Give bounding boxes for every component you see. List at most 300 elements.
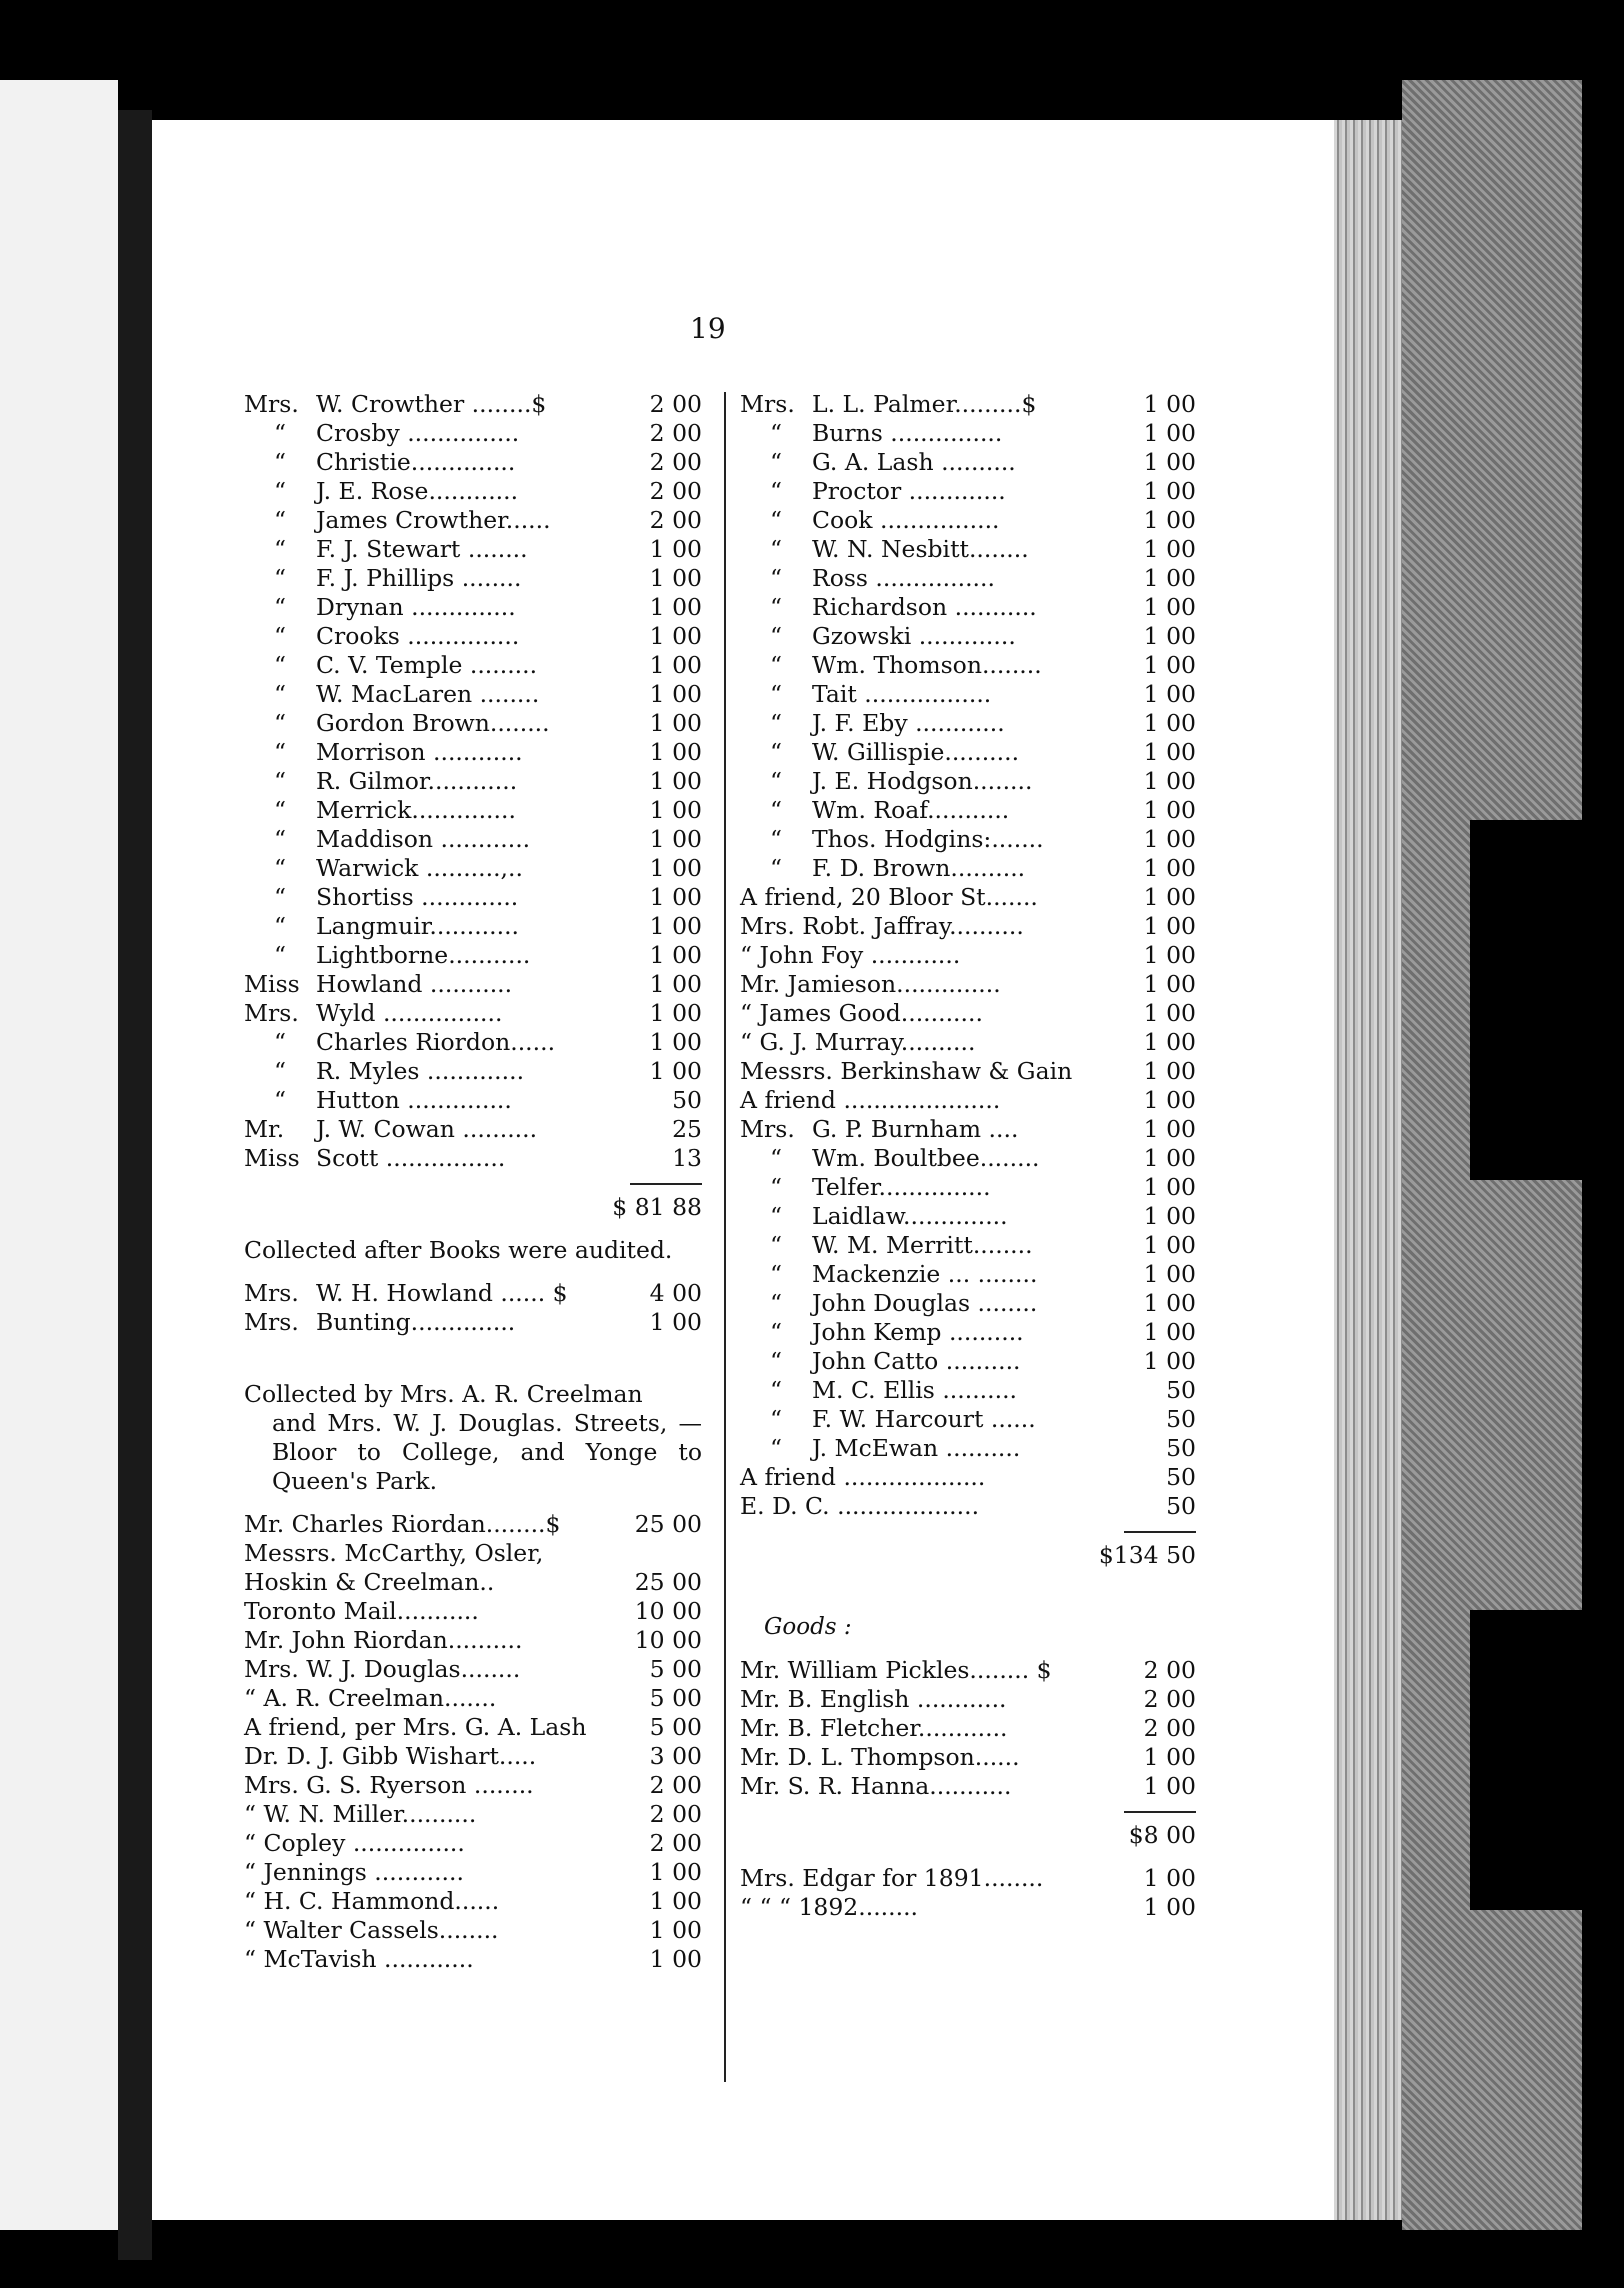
donor-row	[740, 564, 1196, 593]
donor-name: F. J. Phillips ........	[316, 564, 522, 592]
donor-title: “	[769, 535, 782, 563]
donor-name: “ Jennings ............	[244, 1858, 464, 1886]
donor-row	[740, 1028, 1196, 1057]
donation-amount: 25 00	[631, 1510, 702, 1539]
donation-amount: 1 00	[1140, 1864, 1196, 1893]
donor-title: “	[769, 419, 782, 447]
donor-name: Mrs. Robt. Jaffray..........	[740, 912, 1024, 940]
donor-row	[244, 1057, 702, 1086]
donor-title: “	[273, 854, 286, 882]
donor-title: “	[769, 622, 782, 650]
donation-amount: 1 00	[1140, 448, 1196, 477]
donor-row	[740, 680, 1196, 709]
subtotal	[740, 1541, 1196, 1570]
donation-amount: 2 00	[646, 1800, 702, 1829]
donor-row	[244, 709, 702, 738]
donor-name: A friend, per Mrs. G. A. Lash	[244, 1713, 587, 1741]
donor-row	[740, 1772, 1196, 1801]
page-edges	[1334, 120, 1402, 2220]
donor-name: Richardson ...........	[812, 593, 1037, 621]
donor-name: Ross ................	[812, 564, 995, 592]
donor-title: “	[769, 796, 782, 824]
donor-row	[740, 535, 1196, 564]
donation-amount: 1 00	[1140, 593, 1196, 622]
donor-name: John Douglas ........	[812, 1289, 1038, 1317]
donor-title: “	[769, 1231, 782, 1259]
donor-row	[244, 1510, 702, 1539]
donor-name: Mr. B. English ............	[740, 1685, 1007, 1713]
donor-name: Laidlaw..............	[812, 1202, 1008, 1230]
donor-row	[244, 390, 702, 419]
donor-title: “	[769, 1173, 782, 1201]
donation-amount: 1 00	[646, 1057, 702, 1086]
donor-name: F. W. Harcourt ......	[812, 1405, 1036, 1433]
donor-title: “	[769, 1260, 782, 1288]
donor-name: Cook ................	[812, 506, 1000, 534]
donor-title: “	[769, 680, 782, 708]
donor-name: Gzowski .............	[812, 622, 1016, 650]
donor-list	[740, 1115, 1196, 1463]
donor-name: W. Gillispie..........	[812, 738, 1020, 766]
donor-name: W. H. Howland ...... $	[316, 1279, 568, 1307]
donation-amount: 1 00	[1140, 1347, 1196, 1376]
donor-title: “	[273, 622, 286, 650]
goods-heading: Goods :	[764, 1614, 852, 1640]
donor-row	[244, 1144, 702, 1173]
donor-name: Mr. Charles Riordan........$	[244, 1510, 561, 1538]
donor-row	[244, 912, 702, 941]
donor-row	[244, 593, 702, 622]
donor-title: “	[769, 1202, 782, 1230]
donor-row	[244, 1742, 702, 1771]
donor-name: A friend, 20 Bloor St.......	[740, 883, 1038, 911]
donation-amount: 1 00	[646, 680, 702, 709]
donor-name: Wm. Thomson........	[812, 651, 1042, 679]
donor-row	[244, 680, 702, 709]
donation-amount: 1 00	[646, 593, 702, 622]
donation-amount: 1 00	[1140, 622, 1196, 651]
donation-amount: 10 00	[631, 1626, 702, 1655]
donor-row	[244, 1086, 702, 1115]
donation-amount: 1 00	[646, 941, 702, 970]
donation-amount: 50	[1162, 1376, 1196, 1405]
donor-name: Mackenzie ... ........	[812, 1260, 1038, 1288]
donation-amount: 1 00	[1140, 738, 1196, 767]
donor-name: R. Myles .............	[316, 1057, 525, 1085]
donor-name: Dr. D. J. Gibb Wishart.....	[244, 1742, 537, 1770]
donation-amount: 1 00	[1140, 1772, 1196, 1801]
donor-row	[244, 796, 702, 825]
donor-name: Maddison ............	[316, 825, 531, 853]
donor-row	[740, 1743, 1196, 1772]
donor-row	[244, 883, 702, 912]
donor-title: “	[273, 738, 286, 766]
total-rule	[740, 1801, 1196, 1821]
donation-amount: 1 00	[646, 738, 702, 767]
donor-name: Mr. D. L. Thompson......	[740, 1743, 1020, 1771]
donor-name: W. M. Merritt........	[812, 1231, 1033, 1259]
donor-name: J. E. Rose............	[316, 477, 519, 505]
donation-amount: 1 00	[1140, 941, 1196, 970]
donor-name: J. E. Hodgson........	[812, 767, 1033, 795]
donor-name: “ H. C. Hammond......	[244, 1887, 500, 1915]
donor-name: Bunting..............	[316, 1308, 516, 1336]
donor-row	[244, 1308, 702, 1337]
donor-list	[244, 1510, 702, 1974]
donor-title: “	[769, 1376, 782, 1404]
donor-row	[740, 1260, 1196, 1289]
donor-title: “	[273, 941, 286, 969]
donor-row	[244, 1028, 702, 1057]
donor-row	[740, 1057, 1196, 1086]
donor-title: “	[769, 709, 782, 737]
donor-name: John Kemp ..........	[812, 1318, 1024, 1346]
donor-row	[244, 622, 702, 651]
donor-row	[244, 506, 702, 535]
donor-row	[740, 912, 1196, 941]
donor-row	[244, 1800, 702, 1829]
donor-name: “ G. J. Murray..........	[740, 1028, 976, 1056]
donor-list	[740, 1463, 1196, 1521]
donor-title: “	[273, 1057, 286, 1085]
donation-amount: 1 00	[646, 622, 702, 651]
donor-row	[740, 999, 1196, 1028]
donor-name: Shortiss .............	[316, 883, 519, 911]
donor-row	[244, 970, 702, 999]
donor-name: Charles Riordon......	[316, 1028, 556, 1056]
donor-row	[740, 1173, 1196, 1202]
donor-row	[244, 1568, 702, 1597]
donor-name: Scott ................	[316, 1144, 506, 1172]
donation-amount: 1 00	[1140, 883, 1196, 912]
total-amount: $ 81 88	[612, 1193, 702, 1221]
donor-row	[740, 709, 1196, 738]
donor-title: Mrs.	[244, 390, 299, 418]
donor-title: “	[273, 680, 286, 708]
donor-title: Mrs.	[244, 1308, 299, 1336]
donation-amount: 1 00	[1140, 419, 1196, 448]
donor-title: “	[273, 1028, 286, 1056]
donor-row	[244, 1713, 702, 1742]
donor-title: “	[273, 564, 286, 592]
donor-name: M. C. Ellis ..........	[812, 1376, 1018, 1404]
donor-name: James Crowther......	[316, 506, 551, 534]
donor-name: Crosby ...............	[316, 419, 520, 447]
donor-row	[740, 448, 1196, 477]
donor-name: “ Walter Cassels........	[244, 1916, 499, 1944]
donation-amount: 1 00	[646, 970, 702, 999]
donor-title: “	[273, 709, 286, 737]
left-column	[244, 390, 702, 1974]
donor-row	[740, 1714, 1196, 1743]
donation-amount: 50	[1162, 1463, 1196, 1492]
donor-title: “	[273, 767, 286, 795]
donation-amount: 1 00	[646, 564, 702, 593]
donation-amount: 1 00	[1140, 854, 1196, 883]
donor-title: “	[769, 1289, 782, 1317]
donation-amount: 2 00	[646, 390, 702, 419]
donation-amount: 4 00	[646, 1279, 702, 1308]
donor-name: Christie..............	[316, 448, 516, 476]
donation-amount: 1 00	[1140, 796, 1196, 825]
donor-title: “	[273, 883, 286, 911]
donor-title: “	[769, 738, 782, 766]
donation-amount: 2 00	[646, 1771, 702, 1800]
collection-note	[244, 1380, 702, 1496]
donor-row	[740, 854, 1196, 883]
page-number: 19	[690, 312, 726, 345]
right-column	[740, 390, 1196, 1922]
donor-title: Mrs.	[244, 1279, 299, 1307]
donor-title: “	[769, 651, 782, 679]
donor-title: “	[769, 767, 782, 795]
donor-title: “	[769, 1405, 782, 1433]
donor-row	[244, 535, 702, 564]
donation-amount: 1 00	[646, 825, 702, 854]
donor-name: Hoskin & Creelman..	[244, 1568, 495, 1596]
donor-row	[740, 1685, 1196, 1714]
donor-name: “ Copley ...............	[244, 1829, 465, 1857]
donor-row	[740, 1347, 1196, 1376]
donor-row	[244, 651, 702, 680]
donation-amount: 2 00	[1140, 1656, 1196, 1685]
donor-row	[244, 1597, 702, 1626]
donor-name: “ McTavish ............	[244, 1945, 474, 1973]
donor-row	[740, 825, 1196, 854]
donor-row	[740, 390, 1196, 419]
donation-amount: 1 00	[1140, 1202, 1196, 1231]
donor-title: “	[769, 1434, 782, 1462]
donor-name: F. D. Brown..........	[812, 854, 1026, 882]
donor-name: John Catto ..........	[812, 1347, 1021, 1375]
donation-amount: 2 00	[646, 477, 702, 506]
donor-name: Messrs. Berkinshaw & Gain	[740, 1057, 1073, 1085]
donor-title: “	[273, 825, 286, 853]
donor-row	[244, 1887, 702, 1916]
book-spine	[118, 110, 152, 2260]
donor-row	[740, 1376, 1196, 1405]
donor-row	[244, 999, 702, 1028]
donor-title: “	[769, 564, 782, 592]
goods-list	[740, 1656, 1196, 1801]
donation-amount: 1 00	[1140, 564, 1196, 593]
donation-amount: 50	[1162, 1405, 1196, 1434]
donation-amount: 1 00	[1140, 825, 1196, 854]
donor-name: J. W. Cowan ..........	[316, 1115, 538, 1143]
donation-amount: 50	[1162, 1492, 1196, 1521]
donation-amount: 2 00	[1140, 1714, 1196, 1743]
donation-amount: 1 00	[1140, 1144, 1196, 1173]
donor-title: “	[273, 1086, 286, 1114]
donation-amount: 50	[1162, 1434, 1196, 1463]
donor-name: Warwick ..........,..	[316, 854, 523, 882]
donation-amount: 1 00	[1140, 1893, 1196, 1922]
donor-row	[244, 1684, 702, 1713]
donor-title: “	[769, 477, 782, 505]
donor-name: Mr. John Riordan..........	[244, 1626, 523, 1654]
donor-name: A friend .....................	[740, 1086, 1001, 1114]
donor-name: A friend ...................	[740, 1463, 986, 1491]
donation-amount: 1 00	[1140, 709, 1196, 738]
donor-name: G. P. Burnham ....	[812, 1115, 1019, 1143]
donation-amount: 1 00	[1140, 1028, 1196, 1057]
donor-title: “	[273, 796, 286, 824]
donor-name: L. L. Palmer.........$	[812, 390, 1037, 418]
donor-row	[740, 1202, 1196, 1231]
donor-name: J. F. Eby ............	[812, 709, 1005, 737]
donor-title: “	[769, 593, 782, 621]
cover-shadow-top	[1470, 820, 1582, 1180]
donor-row	[244, 1858, 702, 1887]
donor-name: C. V. Temple .........	[316, 651, 538, 679]
donor-row	[244, 419, 702, 448]
donor-row	[740, 622, 1196, 651]
donor-list	[740, 883, 1196, 1115]
donation-amount: 1 00	[646, 767, 702, 796]
donor-row	[244, 767, 702, 796]
donor-list	[740, 1864, 1196, 1922]
left-page-edge	[0, 80, 118, 2230]
donation-amount: 1 00	[1140, 1289, 1196, 1318]
donor-name: Crooks ...............	[316, 622, 520, 650]
donor-name: Messrs. McCarthy, Osler,	[244, 1539, 544, 1567]
donor-name: G. A. Lash ..........	[812, 448, 1016, 476]
donor-name: Wm. Boultbee........	[812, 1144, 1040, 1172]
donation-amount: 1 00	[646, 883, 702, 912]
donor-name: “ W. N. Miller..........	[244, 1800, 477, 1828]
donation-amount: 1 00	[646, 1308, 702, 1337]
donor-row	[244, 1655, 702, 1684]
donor-name: Merrick..............	[316, 796, 516, 824]
donor-name: Burns ...............	[812, 419, 1003, 447]
donor-title: “	[769, 448, 782, 476]
donor-row	[244, 1539, 702, 1568]
donation-amount: 1 00	[1140, 999, 1196, 1028]
donor-title: “	[769, 1347, 782, 1375]
donation-amount: 1 00	[1140, 1057, 1196, 1086]
donor-title: “	[769, 1144, 782, 1172]
donor-row	[740, 1086, 1196, 1115]
donor-row	[740, 1463, 1196, 1492]
donor-list	[740, 390, 1196, 883]
donor-row	[740, 1318, 1196, 1347]
donor-row	[740, 477, 1196, 506]
donor-row	[740, 1144, 1196, 1173]
donor-name: “ “ “ 1892........	[740, 1893, 919, 1921]
donation-amount: 1 00	[1140, 767, 1196, 796]
donation-amount: 1 00	[646, 1858, 702, 1887]
donation-amount: 2 00	[646, 448, 702, 477]
donor-name: “ John Foy ............	[740, 941, 961, 969]
donation-amount: 1 00	[1140, 1260, 1196, 1289]
cover-shadow-bottom	[1470, 1610, 1582, 1910]
donor-title: Miss	[244, 1144, 300, 1172]
donor-row	[244, 1279, 702, 1308]
donation-amount: 1 00	[646, 535, 702, 564]
donor-title: “	[273, 419, 286, 447]
donor-row	[740, 738, 1196, 767]
donation-amount: 25	[668, 1115, 702, 1144]
donor-name: Drynan ..............	[316, 593, 516, 621]
donation-amount: 1 00	[646, 651, 702, 680]
donor-title: “	[273, 651, 286, 679]
donor-row	[740, 1289, 1196, 1318]
donation-amount: 1 00	[1140, 1086, 1196, 1115]
donor-name: F. J. Stewart ........	[316, 535, 528, 563]
donor-name: “ James Good...........	[740, 999, 983, 1027]
donor-name: “ A. R. Creelman.......	[244, 1684, 497, 1712]
donor-row	[740, 419, 1196, 448]
donor-name: Thos. Hodgins:.......	[812, 825, 1044, 853]
donor-row	[244, 1771, 702, 1800]
donation-amount: 1 00	[646, 999, 702, 1028]
donor-row	[244, 1829, 702, 1858]
donation-amount: 1 00	[1140, 1318, 1196, 1347]
donation-amount: 25 00	[631, 1568, 702, 1597]
donation-amount: 1 00	[1140, 390, 1196, 419]
donor-title: “	[273, 535, 286, 563]
donor-row	[740, 796, 1196, 825]
donor-row	[740, 593, 1196, 622]
donor-title: “	[273, 448, 286, 476]
donor-row	[740, 1656, 1196, 1685]
donor-name: J. McEwan ..........	[812, 1434, 1021, 1462]
donor-name: Morrison ............	[316, 738, 523, 766]
donor-row	[740, 1231, 1196, 1260]
total-amount: $134 50	[1098, 1541, 1196, 1569]
donation-amount: 1 00	[1140, 477, 1196, 506]
donor-title: “	[273, 593, 286, 621]
donor-name: Mr. S. R. Hanna...........	[740, 1772, 1012, 1800]
donor-row	[244, 1115, 702, 1144]
donor-list	[244, 1279, 702, 1337]
donor-title: “	[273, 477, 286, 505]
donor-title: Mrs.	[244, 999, 299, 1027]
donation-amount: 1 00	[1140, 680, 1196, 709]
donation-amount: 1 00	[646, 1028, 702, 1057]
donation-amount: 1 00	[1140, 651, 1196, 680]
donor-title: “	[769, 825, 782, 853]
donor-name: Wyld ................	[316, 999, 503, 1027]
donor-title: Mr.	[244, 1115, 285, 1143]
donor-row	[740, 1864, 1196, 1893]
donor-row	[740, 883, 1196, 912]
donor-title: Mrs.	[740, 390, 795, 418]
donation-amount: 50	[668, 1086, 702, 1115]
donation-amount: 1 00	[1140, 912, 1196, 941]
donor-name: W. Crowther ........$	[316, 390, 547, 418]
donation-amount: 13	[668, 1144, 702, 1173]
donor-name: Mr. B. Fletcher............	[740, 1714, 1008, 1742]
donor-title: “	[273, 506, 286, 534]
donor-list	[244, 390, 702, 1173]
donor-name: Lightborne...........	[316, 941, 531, 969]
donor-row	[244, 825, 702, 854]
donor-row	[244, 941, 702, 970]
donation-amount: 1 00	[646, 709, 702, 738]
donor-title: “	[273, 912, 286, 940]
donor-row	[740, 1893, 1196, 1922]
donation-amount: 5 00	[646, 1655, 702, 1684]
donor-row	[244, 1945, 702, 1974]
donation-amount: 1 00	[646, 1887, 702, 1916]
donation-amount: 1 00	[1140, 1173, 1196, 1202]
donor-row	[244, 564, 702, 593]
donor-name: Hutton ..............	[316, 1086, 512, 1114]
column-divider	[724, 392, 726, 2082]
total-rule	[244, 1173, 702, 1193]
collection-note-rest: and Mrs. W. J. Douglas. Streets, —Bloor to College, and Yonge to Queen's Park.	[272, 1409, 702, 1495]
